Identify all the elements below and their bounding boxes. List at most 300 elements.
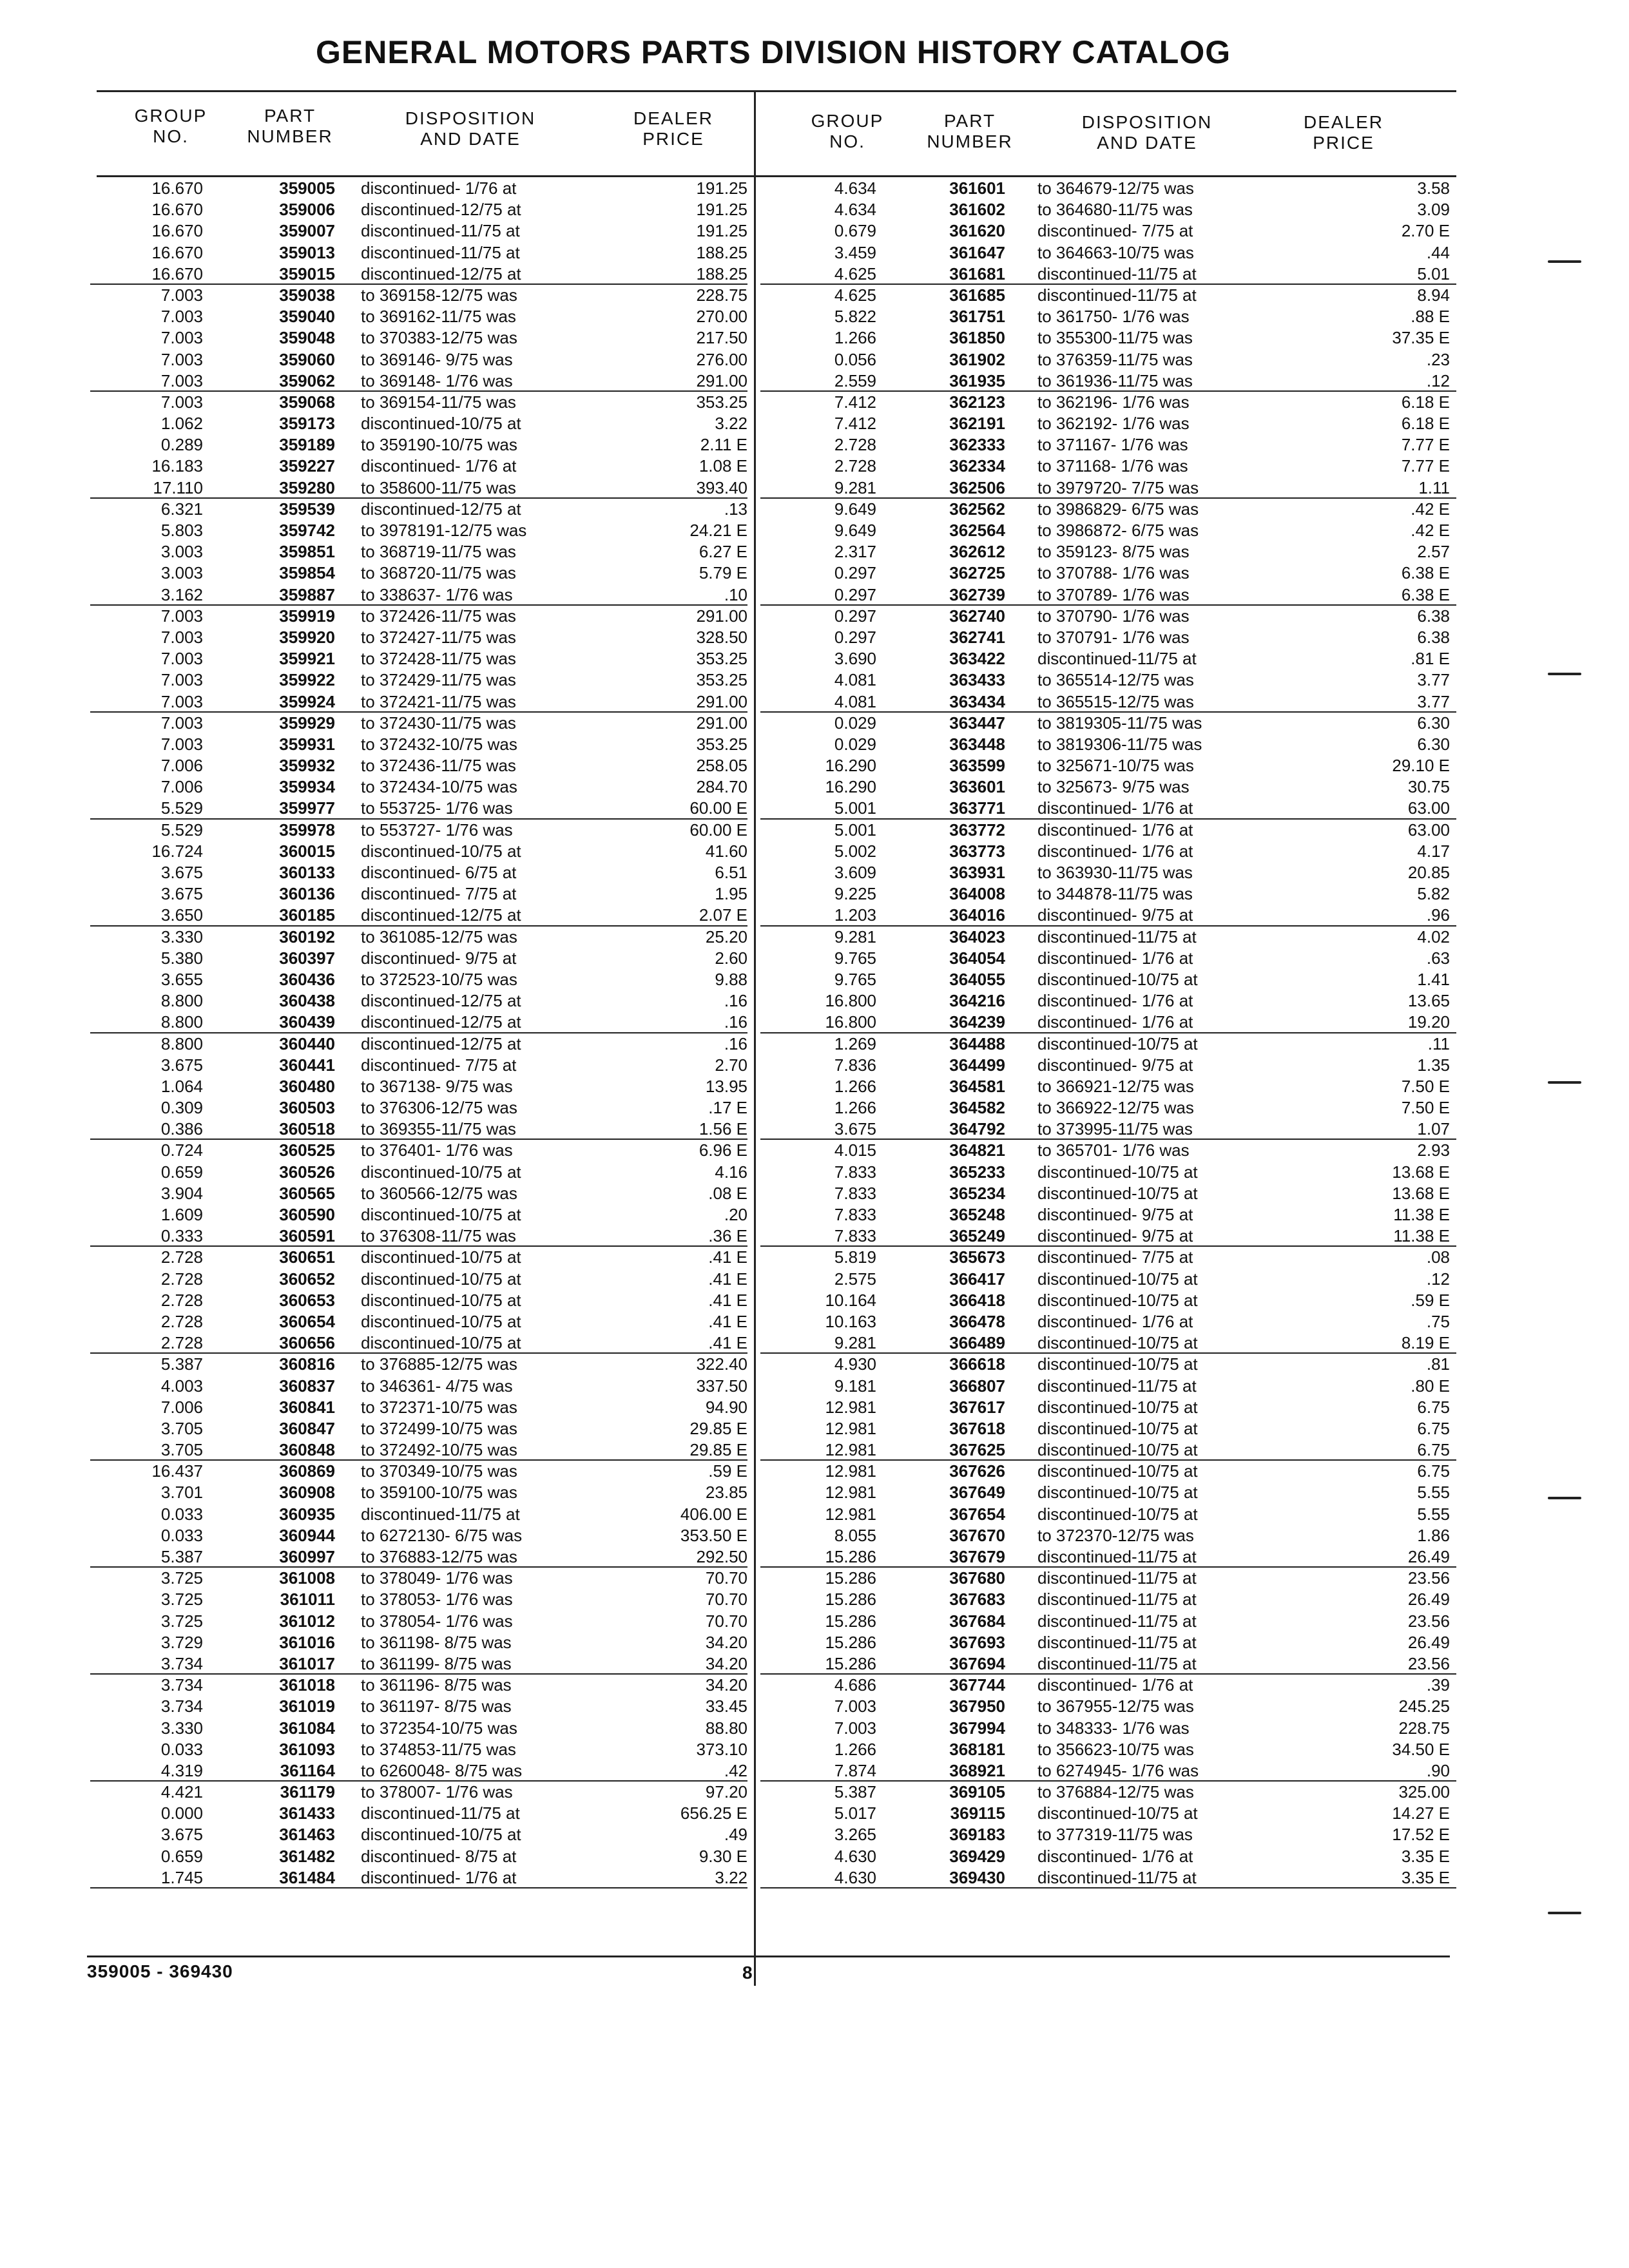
- part-number: 363772: [949, 820, 1005, 840]
- dealer-price: 7.50 E: [1401, 1076, 1450, 1096]
- table-row: [90, 1076, 747, 1097]
- disposition-text: to 365514-12/75 was: [1037, 670, 1194, 690]
- group-number: 0.029: [834, 734, 876, 754]
- part-number: 360192: [279, 927, 335, 947]
- part-number: 366417: [949, 1269, 1005, 1289]
- part-number: 366489: [949, 1333, 1005, 1353]
- part-number: 360997: [279, 1547, 335, 1566]
- table-row: [90, 1439, 747, 1461]
- dealer-price: .42 E: [1411, 521, 1450, 540]
- part-number: 359919: [279, 606, 335, 626]
- part-number: 367654: [949, 1504, 1005, 1524]
- table-row: [90, 1204, 747, 1225]
- table-row: [760, 220, 1456, 242]
- part-number: 363931: [949, 863, 1005, 882]
- disposition-text: discontinued-12/75 at: [361, 200, 521, 220]
- table-row: [90, 1418, 747, 1439]
- group-number: 7.003: [160, 349, 203, 369]
- disposition-text: to 369148- 1/76 was: [361, 370, 513, 390]
- table-row: [90, 1504, 747, 1525]
- dealer-price: 245.25: [1398, 1696, 1450, 1716]
- part-number: 364792: [949, 1119, 1005, 1139]
- table-row: [760, 306, 1456, 327]
- part-number: 367680: [949, 1568, 1005, 1588]
- dealer-price: 97.20: [705, 1782, 747, 1802]
- table-row: [90, 1546, 747, 1568]
- group-number: 7.006: [160, 756, 203, 776]
- dealer-price: .59 E: [1411, 1290, 1450, 1310]
- group-number: 9.649: [834, 499, 876, 519]
- table-row: [760, 1782, 1456, 1803]
- table-row: [90, 755, 747, 776]
- group-number: 2.728: [160, 1290, 203, 1310]
- part-number: 367950: [949, 1696, 1005, 1716]
- table-row: [760, 1119, 1456, 1140]
- part-number: 364581: [949, 1076, 1005, 1096]
- dealer-price: .13: [724, 499, 747, 519]
- dealer-price: 337.50: [696, 1376, 747, 1396]
- group-number: 3.330: [160, 1718, 203, 1738]
- dealer-price: .11: [1427, 1033, 1450, 1053]
- part-number: 367625: [949, 1440, 1005, 1460]
- dealer-price: 3.35 E: [1401, 1846, 1450, 1866]
- disposition-text: to 553725- 1/76 was: [361, 798, 513, 818]
- dealer-price: 6.75: [1417, 1461, 1450, 1481]
- disposition-text: discontinued-10/75 at: [1037, 1333, 1198, 1353]
- disposition-text: to 553727- 1/76 was: [361, 820, 513, 840]
- dealer-price: 29.10 E: [1392, 756, 1450, 776]
- dealer-price: 34.20: [705, 1675, 747, 1695]
- dealer-price: 6.75: [1417, 1418, 1450, 1438]
- part-number: 367744: [949, 1675, 1005, 1695]
- table-row: [760, 1546, 1456, 1568]
- part-number: 365248: [949, 1205, 1005, 1224]
- table-row: [760, 1675, 1456, 1696]
- table-row: [90, 349, 747, 370]
- disposition-text: to 3978191-12/75 was: [361, 521, 527, 540]
- disposition-text: discontinued-10/75 at: [1037, 1504, 1198, 1524]
- part-number: 359013: [279, 242, 335, 262]
- table-row: [90, 883, 747, 905]
- table-row: [760, 1140, 1456, 1161]
- part-number: 361902: [949, 349, 1005, 369]
- table-row: [90, 691, 747, 713]
- dealer-price: 5.82: [1417, 884, 1450, 904]
- group-number: 0.724: [160, 1140, 203, 1160]
- table-row: [90, 776, 747, 798]
- dealer-price: 6.27 E: [699, 542, 747, 562]
- table-row: [760, 927, 1456, 948]
- table-row: [90, 627, 747, 648]
- table-row: [90, 413, 747, 434]
- dealer-price: 284.70: [696, 777, 747, 797]
- dealer-price: .81 E: [1411, 649, 1450, 669]
- dealer-price: 6.75: [1417, 1440, 1450, 1460]
- table-row: [90, 1867, 747, 1888]
- dealer-price: 6.38 E: [1401, 584, 1450, 604]
- dealer-price: 228.75: [1398, 1718, 1450, 1738]
- part-number: 360935: [279, 1504, 335, 1524]
- part-number: 367683: [949, 1590, 1005, 1610]
- dealer-price: 6.18 E: [1401, 414, 1450, 434]
- part-number: 364016: [949, 905, 1005, 925]
- group-number: 16.724: [151, 841, 203, 861]
- group-number: 3.330: [160, 927, 203, 947]
- table-row: [760, 285, 1456, 306]
- dealer-price: 258.05: [696, 756, 747, 776]
- disposition-text: to 325673- 9/75 was: [1037, 777, 1190, 797]
- disposition-text: to 362192- 1/76 was: [1037, 414, 1190, 434]
- disposition-text: to 365701- 1/76 was: [1037, 1140, 1190, 1160]
- right-header-part: PART NUMBER: [927, 111, 1013, 151]
- dealer-price: .08 E: [708, 1183, 747, 1203]
- part-number: 361463: [279, 1825, 335, 1845]
- part-number: 361084: [279, 1718, 335, 1738]
- group-number: 7.003: [160, 649, 203, 669]
- table-row: [90, 1589, 747, 1610]
- dealer-price: .16: [724, 1033, 747, 1053]
- disposition-text: discontinued-10/75 at: [361, 1333, 521, 1353]
- column-divider: [754, 91, 756, 1986]
- table-row: [90, 1033, 747, 1055]
- dealer-price: 3.35 E: [1401, 1867, 1450, 1887]
- dealer-price: 6.30: [1417, 734, 1450, 754]
- disposition-text: to 378049- 1/76 was: [361, 1568, 513, 1588]
- table-row: [760, 413, 1456, 434]
- dealer-price: 2.57: [1417, 542, 1450, 562]
- disposition-text: to 361750- 1/76 was: [1037, 307, 1190, 327]
- disposition-text: to 366921-12/75 was: [1037, 1076, 1194, 1096]
- part-number: 364488: [949, 1033, 1005, 1053]
- part-number: 364008: [949, 884, 1005, 904]
- table-row: [90, 905, 747, 926]
- part-number: 366478: [949, 1311, 1005, 1331]
- table-row: [760, 1225, 1456, 1247]
- group-number: 0.056: [834, 349, 876, 369]
- group-number: 7.003: [160, 713, 203, 733]
- table-row: [760, 349, 1456, 370]
- group-number: 17.110: [153, 477, 203, 497]
- disposition-text: discontinued-10/75 at: [1037, 1162, 1198, 1182]
- table-row: [90, 1269, 747, 1290]
- dealer-price: .49: [724, 1825, 747, 1845]
- dealer-price: 88.80: [705, 1718, 747, 1738]
- dealer-price: 656.25 E: [680, 1803, 747, 1823]
- group-number: 5.529: [160, 820, 203, 840]
- dealer-price: 17.52 E: [1392, 1825, 1450, 1845]
- table-row: [90, 1803, 747, 1824]
- part-number: 364216: [949, 991, 1005, 1011]
- dealer-price: 353.25: [696, 670, 747, 690]
- disposition-text: discontinued-10/75 at: [1037, 1483, 1198, 1503]
- dealer-price: 1.56 E: [699, 1119, 747, 1139]
- group-number: 1.064: [160, 1076, 203, 1096]
- dealer-price: 188.25: [696, 242, 747, 262]
- dealer-price: 5.01: [1417, 264, 1450, 284]
- part-number: 360518: [279, 1119, 335, 1139]
- dealer-price: .17 E: [708, 1098, 747, 1118]
- disposition-text: discontinued- 1/76 at: [1037, 841, 1193, 861]
- dealer-price: .63: [1426, 948, 1450, 968]
- table-row: [90, 1097, 747, 1119]
- part-number: 361751: [949, 307, 1005, 327]
- table-row: [90, 1568, 747, 1589]
- group-number: 4.634: [834, 178, 876, 198]
- group-number: 5.001: [834, 820, 876, 840]
- group-number: 4.630: [834, 1867, 876, 1887]
- disposition-text: to 346361- 4/75 was: [361, 1376, 513, 1396]
- dealer-price: 2.07 E: [699, 905, 747, 925]
- part-number: 362333: [949, 435, 1005, 455]
- part-number: 360816: [279, 1354, 335, 1374]
- disposition-text: to 367138- 9/75 was: [361, 1076, 513, 1096]
- disposition-text: discontinued-10/75 at: [361, 1205, 521, 1224]
- part-number: 360656: [279, 1333, 335, 1353]
- disposition-text: discontinued- 1/76 at: [1037, 1012, 1193, 1032]
- table-row: [760, 820, 1456, 841]
- part-number: 361179: [280, 1782, 335, 1802]
- table-row: [760, 648, 1456, 669]
- table-row: [760, 199, 1456, 220]
- group-number: 5.387: [834, 1782, 876, 1802]
- dealer-price: 30.75: [1407, 777, 1450, 797]
- dealer-price: 9.30 E: [699, 1846, 747, 1866]
- part-number: 360436: [279, 969, 335, 989]
- group-number: 0.029: [834, 713, 876, 733]
- dealer-price: 1.35: [1417, 1055, 1450, 1075]
- table-row: [90, 1611, 747, 1632]
- group-number: 5.002: [834, 841, 876, 861]
- dealer-price: .90: [1426, 1760, 1450, 1780]
- group-number: 3.675: [160, 1055, 203, 1075]
- part-number: 361017: [279, 1653, 335, 1673]
- dealer-price: 325.00: [1398, 1782, 1450, 1802]
- table-row: [760, 1696, 1456, 1717]
- group-number: 5.803: [160, 521, 203, 540]
- dealer-price: 6.38: [1417, 627, 1450, 647]
- disposition-text: discontinued- 8/75 at: [361, 1846, 517, 1866]
- part-number: 365234: [949, 1183, 1005, 1203]
- group-number: 4.630: [834, 1846, 876, 1866]
- dealer-price: 70.70: [705, 1568, 747, 1588]
- dealer-price: 5.55: [1417, 1504, 1450, 1524]
- dealer-price: 3.09: [1417, 200, 1450, 220]
- group-number: 4.081: [834, 670, 876, 690]
- part-number: 363599: [949, 756, 1005, 776]
- dealer-price: .42: [724, 1760, 747, 1780]
- dealer-price: 13.65: [1407, 991, 1450, 1011]
- disposition-text: discontinued-10/75 at: [361, 1311, 521, 1331]
- disposition-text: discontinued-12/75 at: [361, 1012, 521, 1032]
- table-row: [90, 1290, 747, 1311]
- part-number: 359189: [279, 435, 335, 455]
- group-number: 9.765: [834, 969, 876, 989]
- disposition-text: discontinued-12/75 at: [361, 264, 521, 284]
- table-row: [90, 1675, 747, 1696]
- table-row: [90, 1824, 747, 1845]
- disposition-text: discontinued-10/75 at: [361, 1247, 521, 1267]
- disposition-text: to 376885-12/75 was: [361, 1354, 517, 1374]
- disposition-text: discontinued- 1/76 at: [1037, 1311, 1193, 1331]
- dealer-price: 191.25: [696, 200, 747, 220]
- part-number: 365233: [949, 1162, 1005, 1182]
- table-row: [760, 669, 1456, 691]
- group-number: 7.833: [834, 1226, 876, 1246]
- part-number: 359280: [279, 477, 335, 497]
- dealer-price: 37.35 E: [1392, 328, 1450, 348]
- group-number: 0.679: [834, 221, 876, 241]
- table-row: [760, 264, 1456, 285]
- dealer-price: 3.22: [715, 414, 747, 434]
- group-number: 1.203: [834, 905, 876, 925]
- margin-mark: [1548, 1912, 1581, 1914]
- group-number: 7.836: [834, 1055, 876, 1075]
- disposition-text: to 372371-10/75 was: [361, 1397, 517, 1417]
- table-row: [90, 669, 747, 691]
- disposition-text: discontinued-11/75 at: [1037, 1568, 1197, 1588]
- table-row: [90, 1846, 747, 1867]
- group-number: 7.003: [160, 307, 203, 327]
- table-row: [90, 1782, 747, 1803]
- table-row: [760, 1076, 1456, 1097]
- disposition-text: to 3979720- 7/75 was: [1037, 477, 1199, 497]
- table-row: [760, 1439, 1456, 1461]
- dealer-price: 29.85 E: [689, 1440, 747, 1460]
- group-number: 0.289: [160, 435, 203, 455]
- part-number: 367626: [949, 1461, 1005, 1481]
- dealer-price: 7.77 E: [1401, 435, 1450, 455]
- disposition-text: to 373995-11/75 was: [1037, 1119, 1193, 1139]
- table-row: [90, 242, 747, 264]
- table-row: [760, 1803, 1456, 1824]
- group-number: 4.930: [834, 1354, 876, 1374]
- group-number: 9.281: [834, 477, 876, 497]
- part-number: 359934: [279, 777, 335, 797]
- group-number: 3.675: [834, 1119, 876, 1139]
- dealer-price: 26.49: [1407, 1547, 1450, 1566]
- disposition-text: to 364680-11/75 was: [1037, 200, 1193, 220]
- group-number: 1.266: [834, 1098, 876, 1118]
- group-number: 15.286: [825, 1632, 876, 1652]
- group-number: 12.981: [825, 1418, 876, 1438]
- disposition-text: discontinued- 1/76 at: [1037, 991, 1193, 1011]
- table-row: [760, 370, 1456, 392]
- part-number: 369429: [949, 1846, 1005, 1866]
- table-row: [760, 499, 1456, 520]
- table-row: [760, 713, 1456, 734]
- part-number: 359929: [279, 713, 335, 733]
- group-number: 7.833: [834, 1183, 876, 1203]
- part-number: 360654: [279, 1311, 335, 1331]
- dealer-price: .41 E: [708, 1269, 747, 1289]
- part-number: 361011: [280, 1590, 335, 1610]
- disposition-text: discontinued-10/75 at: [1037, 1803, 1198, 1823]
- group-number: 4.319: [160, 1760, 203, 1780]
- part-number: 366418: [949, 1290, 1005, 1310]
- dealer-price: 291.00: [696, 691, 747, 711]
- part-number: 359038: [279, 285, 335, 305]
- part-number: 361647: [949, 242, 1005, 262]
- table-row: [90, 927, 747, 948]
- part-number: 361019: [279, 1696, 335, 1716]
- table-row: [90, 520, 747, 541]
- dealer-price: 4.02: [1417, 927, 1450, 947]
- table-row: [90, 584, 747, 606]
- part-number: 359060: [279, 349, 335, 369]
- table-row: [760, 1867, 1456, 1888]
- disposition-text: discontinued-12/75 at: [361, 905, 521, 925]
- group-number: 10.163: [825, 1311, 876, 1331]
- dealer-price: .41 E: [708, 1247, 747, 1267]
- disposition-text: to 6272130- 6/75 was: [361, 1525, 523, 1545]
- disposition-text: discontinued-10/75 at: [361, 1269, 521, 1289]
- table-row: [760, 1290, 1456, 1311]
- part-number: 369183: [949, 1825, 1005, 1845]
- dealer-price: 276.00: [696, 349, 747, 369]
- table-row: [90, 1760, 747, 1782]
- group-number: 15.286: [825, 1547, 876, 1566]
- group-number: 3.725: [160, 1568, 203, 1588]
- group-number: 7.412: [834, 392, 876, 412]
- table-row: [760, 584, 1456, 606]
- left-header-price: DEALER PRICE: [633, 108, 714, 149]
- table-row: [760, 1525, 1456, 1546]
- disposition-text: to 361196- 8/75 was: [361, 1675, 512, 1695]
- dealer-price: 5.55: [1417, 1483, 1450, 1503]
- dealer-price: 14.27 E: [1392, 1803, 1450, 1823]
- table-row: [760, 1354, 1456, 1375]
- group-number: 7.003: [160, 370, 203, 390]
- disposition-text: to 364679-12/75 was: [1037, 178, 1194, 198]
- group-number: 3.675: [160, 884, 203, 904]
- table-row: [760, 606, 1456, 627]
- dealer-price: .41 E: [708, 1290, 747, 1310]
- disposition-text: discontinued-10/75 at: [1037, 1033, 1198, 1053]
- disposition-text: discontinued- 1/76 at: [361, 456, 517, 476]
- disposition-text: discontinued-12/75 at: [361, 1033, 521, 1053]
- group-number: 5.387: [160, 1354, 203, 1374]
- disposition-text: to 378053- 1/76 was: [361, 1590, 513, 1610]
- table-row: [90, 606, 747, 627]
- table-row: [90, 1461, 747, 1482]
- group-number: 5.387: [160, 1547, 203, 1566]
- dealer-price: 70.70: [705, 1590, 747, 1610]
- group-number: 5.819: [834, 1247, 876, 1267]
- dealer-price: 6.18 E: [1401, 392, 1450, 412]
- table-row: [760, 990, 1456, 1012]
- part-number: 361093: [279, 1739, 335, 1759]
- part-number: 362562: [949, 499, 1005, 519]
- part-number: 364499: [949, 1055, 1005, 1075]
- part-number: 364239: [949, 1012, 1005, 1032]
- dealer-price: 2.70 E: [1401, 221, 1450, 241]
- disposition-text: to 372354-10/75 was: [361, 1718, 517, 1738]
- part-number: 363433: [949, 670, 1005, 690]
- disposition-text: to 372370-12/75 was: [1037, 1525, 1194, 1545]
- group-number: 2.559: [834, 370, 876, 390]
- disposition-text: to 369154-11/75 was: [361, 392, 516, 412]
- part-number: 361602: [949, 200, 1005, 220]
- group-number: 2.575: [834, 1269, 876, 1289]
- part-number: 359048: [279, 328, 335, 348]
- right-header-price: DEALER PRICE: [1303, 112, 1384, 153]
- table-row: [760, 883, 1456, 905]
- part-number: 360837: [279, 1376, 335, 1396]
- disposition-text: discontinued-10/75 at: [1037, 1354, 1198, 1374]
- dealer-price: 6.38: [1417, 606, 1450, 626]
- group-number: 16.183: [151, 456, 203, 476]
- group-number: 7.003: [834, 1718, 876, 1738]
